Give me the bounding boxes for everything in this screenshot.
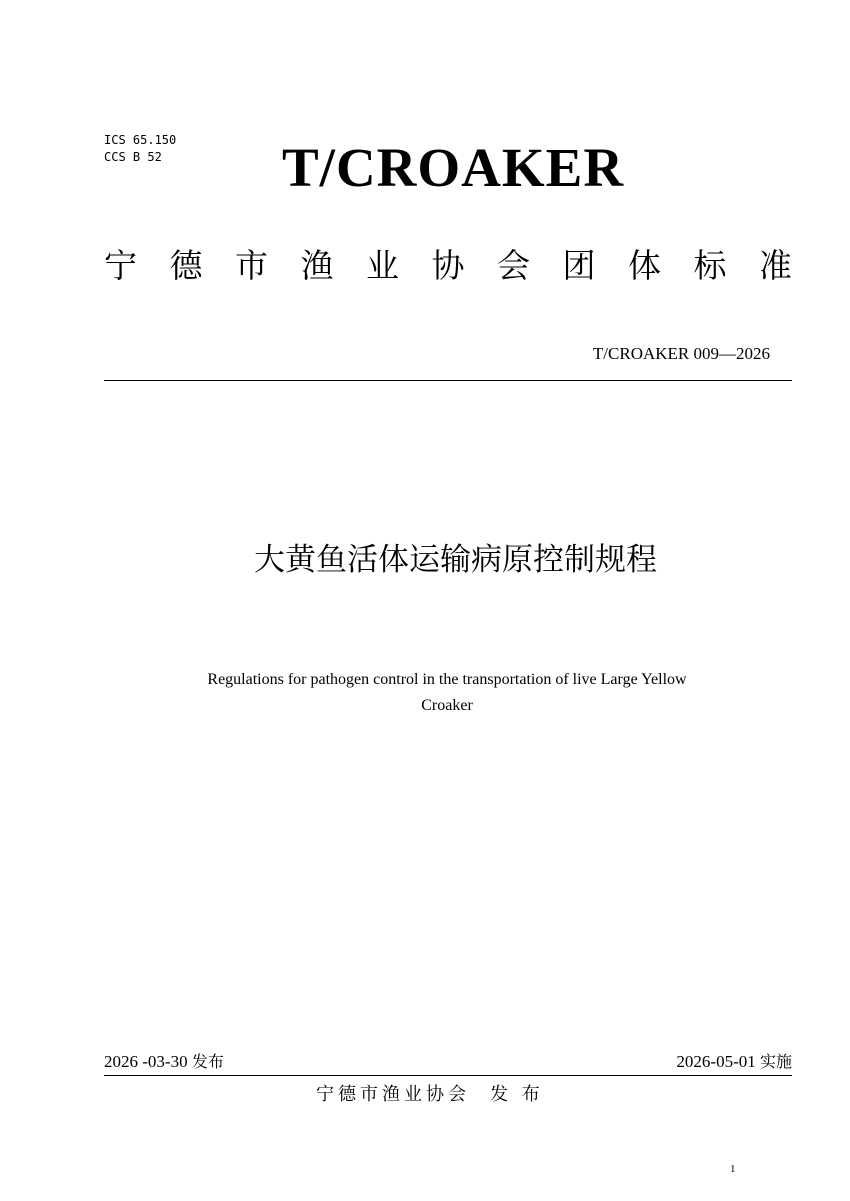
title-char: 市 bbox=[235, 246, 268, 285]
title-char: 准 bbox=[759, 246, 792, 285]
organization-standard-title bbox=[104, 244, 792, 288]
title-char: 宁 bbox=[104, 246, 137, 285]
title-char: 会 bbox=[497, 246, 530, 285]
implementation-label: 实施 bbox=[759, 1052, 792, 1071]
issue-date: 2026 -03-30 bbox=[104, 1052, 188, 1071]
title-char: 体 bbox=[628, 246, 661, 285]
publisher-line bbox=[316, 1080, 544, 1110]
ics-code: ICS 65.150 bbox=[104, 133, 177, 147]
english-title-line: Regulations for pathogen control in the transportation of live Large Yellow bbox=[207, 671, 687, 688]
header-divider bbox=[104, 380, 792, 381]
implementation-date-block bbox=[676, 1051, 792, 1073]
implementation-date: 2026-05-01 bbox=[676, 1052, 756, 1071]
title-char: 渔 bbox=[300, 246, 334, 285]
title-char: 团 bbox=[562, 246, 596, 285]
title-char: 德 bbox=[169, 246, 203, 285]
classification-codes bbox=[104, 132, 176, 166]
ccs-code: CCS B 52 bbox=[104, 150, 162, 164]
title-char: 协 bbox=[431, 246, 465, 285]
issue-label: 发布 bbox=[191, 1052, 224, 1071]
page-number: 1 bbox=[730, 1163, 736, 1175]
document-title-english bbox=[130, 667, 764, 719]
title-char: 标 bbox=[693, 246, 727, 285]
standard-number: T/CROAKER 009—2026 bbox=[592, 344, 770, 363]
english-title-line: Croaker bbox=[421, 697, 473, 714]
publish-label: 发 布 bbox=[490, 1084, 544, 1105]
document-title-chinese: 大黄鱼活体运输病原控制规程 bbox=[254, 542, 657, 578]
publisher-name: 宁德市渔业协会 bbox=[316, 1084, 470, 1105]
standard-logo: T/CROAKER bbox=[282, 137, 625, 198]
title-char: 业 bbox=[366, 246, 399, 285]
footer-divider bbox=[104, 1075, 792, 1076]
issue-date-block bbox=[104, 1051, 224, 1073]
